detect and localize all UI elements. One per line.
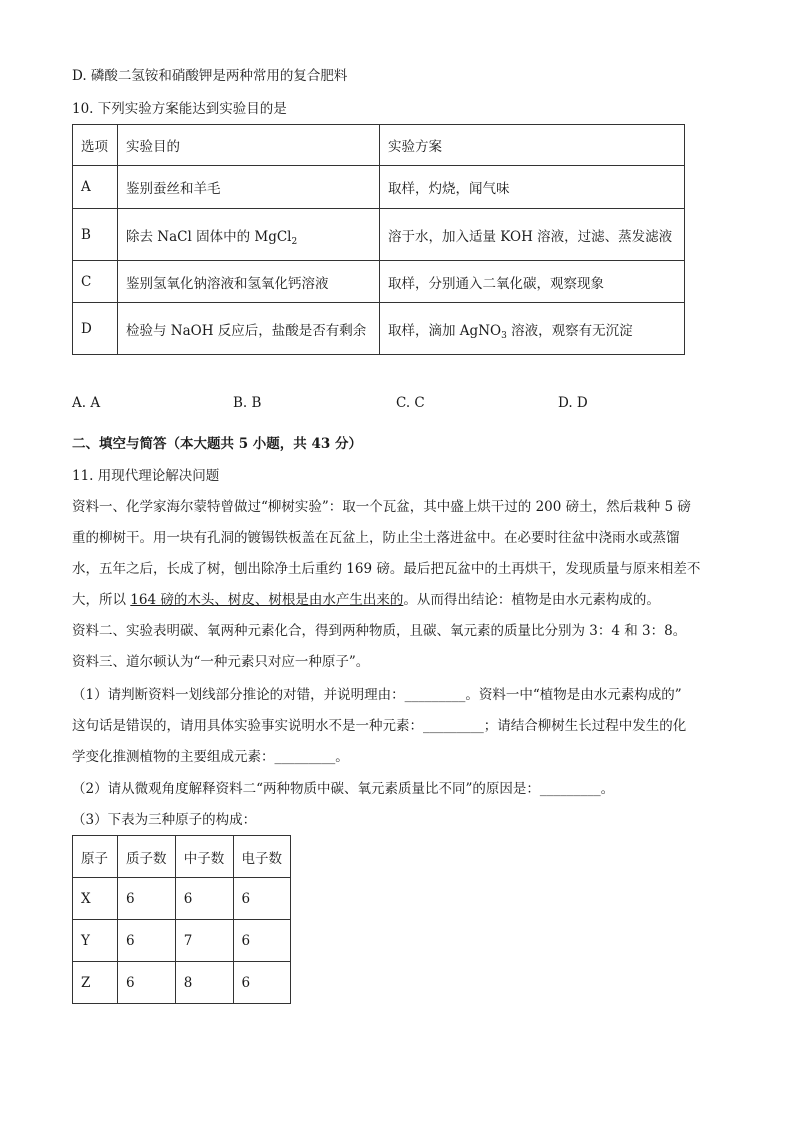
purpose-cell <box>118 209 380 261</box>
answer-option-a: A. A <box>72 395 101 411</box>
sub-question-1: 这句话是错误的，请用具体实验事实说明水不是一种元素：_________；请结合柳树生长过程中发生的化 <box>72 718 687 734</box>
table-row <box>73 878 291 920</box>
table-row <box>73 209 685 261</box>
table-header-cell: 实验方案 <box>380 125 685 166</box>
table-header-cell: 实验目的 <box>118 125 380 166</box>
material1-line: 水，五年之后，长成了树，刨出除净土后重约 169 磅。最后把瓦盆中的土再烘干，发现质量与原来相差不 <box>72 561 701 577</box>
table-header-cell: 中子数 <box>175 836 233 878</box>
q9-option-d: D. 磷酸二氢铵和硝酸钾是两种常用的复合肥料 <box>72 68 348 84</box>
answer-option-c: C. C <box>396 395 425 411</box>
material1-text: 大，所以 <box>72 592 131 608</box>
plan-text: 取样，滴加 <box>388 322 460 339</box>
table-cell: 6 <box>118 920 176 962</box>
option-cell: A <box>73 166 118 209</box>
option-cell: B <box>73 209 118 261</box>
table-row <box>73 166 685 209</box>
material3-line: 资料三、道尔顿认为“一种元素只对应一种原子”。 <box>72 654 370 670</box>
atom-table <box>72 835 291 1004</box>
answer-option-b: B. B <box>233 395 262 411</box>
table-cell: Y <box>73 920 118 962</box>
table-cell: 6 <box>233 878 291 920</box>
answer-option-d: D. D <box>558 395 588 411</box>
table-row <box>73 920 291 962</box>
table-cell: Z <box>73 962 118 1004</box>
table-header-row <box>73 125 685 166</box>
purpose-text: 除去 NaCl 固体中的 <box>126 228 255 245</box>
table-header-row <box>73 836 291 878</box>
table-row <box>73 303 685 355</box>
plan-cell <box>380 303 685 355</box>
table-row <box>73 261 685 303</box>
plan-text: 溶液，观察有无沉淀 <box>506 322 633 339</box>
option-cell: C <box>73 261 118 303</box>
table-cell: 6 <box>118 878 176 920</box>
purpose-cell: 鉴别氢氧化钠溶液和氢氧化钙溶液 <box>118 261 380 303</box>
table-cell: 8 <box>175 962 233 1004</box>
chem-formula: MgCl <box>254 228 292 245</box>
material1-line: 资料一、化学家海尔蒙特曾做过“柳树实验”：取一个瓦盆，其中盛上烘干过的 200 磅土，然后栽种 5 磅 <box>72 499 691 515</box>
table-header-cell: 选项 <box>73 125 118 166</box>
table-cell: 7 <box>175 920 233 962</box>
table-cell: 6 <box>233 920 291 962</box>
chem-subscript: 3 <box>501 330 507 341</box>
table-cell: 6 <box>175 878 233 920</box>
material1-line: 重的柳树干。用一块有孔洞的镀锡铁板盖在瓦盆上，防止尘土落进盆中。在必要时往盆中浇雨水或蒸馏 <box>72 530 680 546</box>
table-header-cell: 电子数 <box>233 836 291 878</box>
material1-text: 。从而得出结论：植物是由水元素构成的。 <box>403 592 660 608</box>
table-header-cell: 原子 <box>73 836 118 878</box>
q10-table <box>72 124 685 355</box>
sub-question-2: （2）请从微观角度解释资料二“两种物质中碳、氧元素质量比不同”的原因是：_________。 <box>72 781 615 797</box>
table-row <box>73 962 291 1004</box>
sub-question-1: 学变化推测植物的主要组成元素：_________。 <box>72 749 349 765</box>
table-cell: 6 <box>233 962 291 1004</box>
sub-question-1: （1）请判断资料一划线部分推论的对错，并说明理由：_________。资料一中“植物是由水元素构成的” <box>72 687 682 703</box>
q10-stem: 10. 下列实验方案能达到实验目的是 <box>72 101 287 117</box>
table-header-cell: 质子数 <box>118 836 176 878</box>
plan-cell: 取样，灼烧，闻气味 <box>380 166 685 209</box>
chem-subscript: 2 <box>291 236 298 247</box>
option-cell: D <box>73 303 118 355</box>
table-cell: X <box>73 878 118 920</box>
plan-cell: 取样，分别通入二氧化碳，观察现象 <box>380 261 685 303</box>
purpose-cell: 检验与 NaOH 反应后，盐酸是否有剩余 <box>118 303 380 355</box>
plan-cell: 溶于水，加入适量 KOH 溶液，过滤、蒸发滤液 <box>380 209 685 261</box>
section-title: 二、填空与简答（本大题共 5 小题，共 43 分） <box>72 436 362 452</box>
material2-line: 资料二、实验表明碳、氧两种元素化合，得到两种物质，且碳、氧元素的质量比分别为 3：4 和 3：8。 <box>72 623 687 639</box>
purpose-cell: 鉴别蚕丝和羊毛 <box>118 166 380 209</box>
q11-stem: 11. 用现代理论解决问题 <box>72 468 220 484</box>
underlined-inference: 164 磅的木头、树皮、树根是由水产生出来的 <box>130 592 404 608</box>
table-cell: 6 <box>118 962 176 1004</box>
sub-question-3: （3）下表为三种原子的构成： <box>72 812 257 828</box>
material1-line <box>72 590 660 610</box>
chem-formula: AgNO <box>459 322 502 339</box>
